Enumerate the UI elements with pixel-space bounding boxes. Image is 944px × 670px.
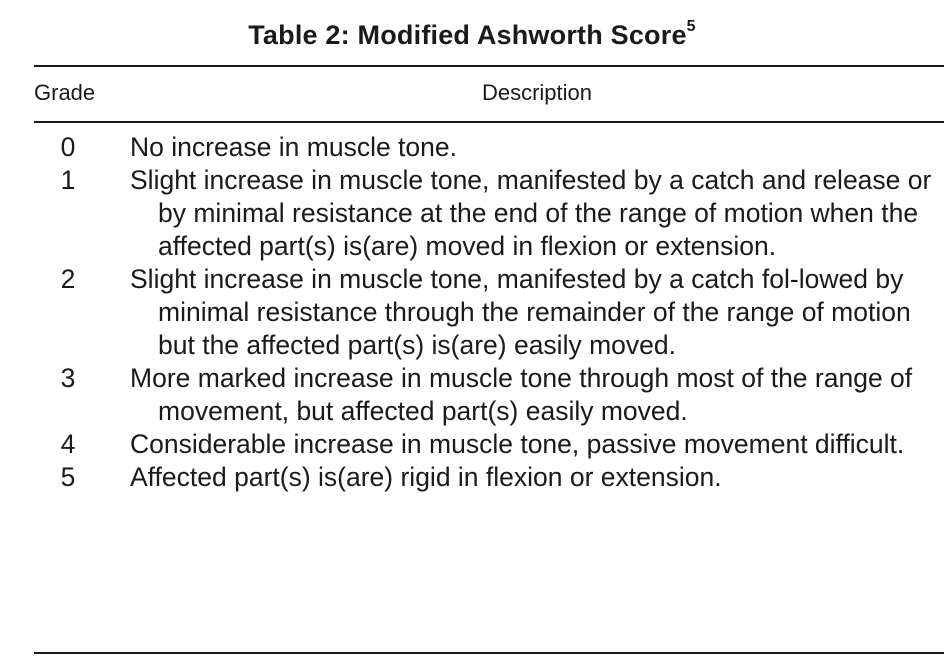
table-row <box>34 428 944 461</box>
grade-cell: 2 <box>60 264 76 294</box>
description-cell: No increase in muscle tone. <box>130 132 457 162</box>
footnote-reference: 5 <box>686 18 696 35</box>
grade-cell: 3 <box>60 363 76 393</box>
description-cell: More marked increase in muscle tone through most of the range of movement, but affected part(s) easily moved. <box>130 363 913 426</box>
table-row <box>34 362 944 428</box>
column-header-grade: Grade <box>34 80 96 105</box>
table-title-text: Table 2: Modified Ashworth Score <box>248 20 687 50</box>
grade-cell: 1 <box>60 165 76 195</box>
table-title <box>0 20 944 51</box>
grade-cell: 0 <box>60 132 76 162</box>
grade-cell: 5 <box>60 462 76 492</box>
table-row <box>34 263 944 362</box>
table-body <box>34 131 944 494</box>
description-cell: Affected part(s) is(are) rigid in flexion or extension. <box>130 462 722 492</box>
table-row <box>34 461 944 494</box>
description-cell: Slight increase in muscle tone, manifested by a catch fol-lowed by minimal resistance through the remainder of the range of motion but the affected part(s) is(are) easily moved. <box>130 264 911 360</box>
grade-cell: 4 <box>60 429 76 459</box>
table-top-rule <box>34 65 944 67</box>
header-divider-rule <box>34 121 944 123</box>
description-cell: Slight increase in muscle tone, manifested by a catch and release or by minimal resistance at the end of the range of motion when the affected part(s) is(are) moved in flexion or extension. <box>130 165 932 261</box>
table-bottom-rule <box>34 652 944 654</box>
table-row <box>34 131 944 164</box>
table-row <box>34 164 944 263</box>
column-header-description: Description <box>481 80 593 105</box>
description-cell: Considerable increase in muscle tone, passive movement difficult. <box>130 429 905 459</box>
